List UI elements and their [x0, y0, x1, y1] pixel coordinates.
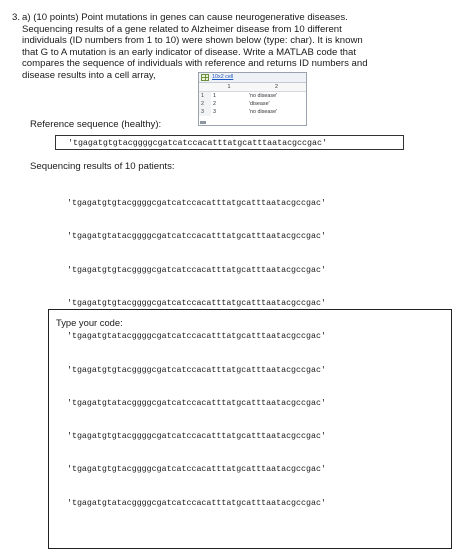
- cell-preview-title: 10x2 cell: [212, 74, 234, 80]
- reference-sequence-box: 'tgagatgtgtacggggcgatcatccacatttatgcatttaatacgccgac': [55, 135, 404, 150]
- cell-preview-table: [199, 83, 306, 116]
- row-header: 1: [199, 92, 211, 101]
- patient-sequence: 'tgagatgtatacggggcgatcatccacatttatgcatttaatacgccgac': [67, 332, 326, 342]
- reference-label: Reference sequence (healthy):: [30, 119, 162, 130]
- column-header: 1: [211, 83, 247, 92]
- patient-sequence: 'tgagatgtgtacggggcgatcatccacatttatgcatttaatacgccgac': [67, 265, 326, 275]
- cell-preview-row: [199, 108, 306, 116]
- question-line: that G to A mutation is an early indicator of disease. Write a MATLAB code that: [22, 46, 356, 58]
- question-number: 3.: [12, 12, 21, 23]
- corner-cell: [199, 83, 211, 92]
- patient-sequence: 'tgagatgtgtacggggcgatcatccacatttatgcatttaatacgccgac': [67, 365, 326, 375]
- cell-result: 'no disease': [249, 108, 278, 115]
- question-line: Sequencing results of a gene related to Alzheimer disease from 10 different: [22, 23, 342, 35]
- cell-preview-row: [199, 92, 306, 101]
- question-line: compares the sequence of individuals with reference and returns ID numbers and: [22, 58, 368, 70]
- cell-id: 2: [213, 100, 216, 107]
- code-answer-box[interactable]: [48, 309, 452, 549]
- row-header: 3: [199, 108, 211, 116]
- code-box-label: Type your code:: [56, 317, 123, 328]
- cell-result: 'disease': [249, 100, 270, 107]
- variable-grid-icon: [201, 74, 209, 81]
- patient-sequence: 'tgagatgtatacggggcgatcatccacatttatgcatttaatacgccgac': [67, 498, 326, 508]
- patient-sequence: 'tgagatgtatacggggcgatcatccacatttatgcatttaatacgccgac': [67, 232, 326, 242]
- patient-sequence: 'tgagatgtgtacggggcgatcatccacatttatgcatttaatacgccgac': [67, 465, 326, 475]
- patient-sequence: 'tgagatgtgtacggggcgatcatccacatttatgcatttaatacgccgac': [67, 432, 326, 442]
- patient-sequence: 'tgagatgtgtacggggcgatcatccacatttatgcatttaatacgccgac': [67, 299, 326, 309]
- question-line: disease results into a cell array,: [22, 69, 156, 81]
- cell-array-preview: [198, 72, 307, 126]
- cell-preview-titlebar: [199, 73, 306, 83]
- patient-sequence: 'tgagatgtatacggggcgatcatccacatttatgcatttaatacgccgac': [67, 398, 326, 408]
- cell-id: 3: [213, 108, 216, 115]
- column-header: 2: [247, 83, 306, 92]
- cell-preview-row: [199, 100, 306, 108]
- scrollbar-corner-icon: [200, 121, 206, 124]
- row-header: 2: [199, 100, 211, 108]
- patients-label: Sequencing results of 10 patients:: [30, 161, 175, 172]
- cell-id: 1: [213, 92, 216, 99]
- question-line: a) (10 points) Point mutations in genes can cause neurogenerative diseases.: [22, 12, 348, 23]
- question-line: individuals (ID numbers from 1 to 10) were shown below (type: char). It is known: [22, 35, 363, 47]
- cell-preview-header-row: [199, 83, 306, 92]
- patient-sequence: 'tgagatgtgtacggggcgatcatccacatttatgcatttaatacgccgac': [67, 199, 326, 209]
- cell-result: 'no disease': [249, 92, 278, 99]
